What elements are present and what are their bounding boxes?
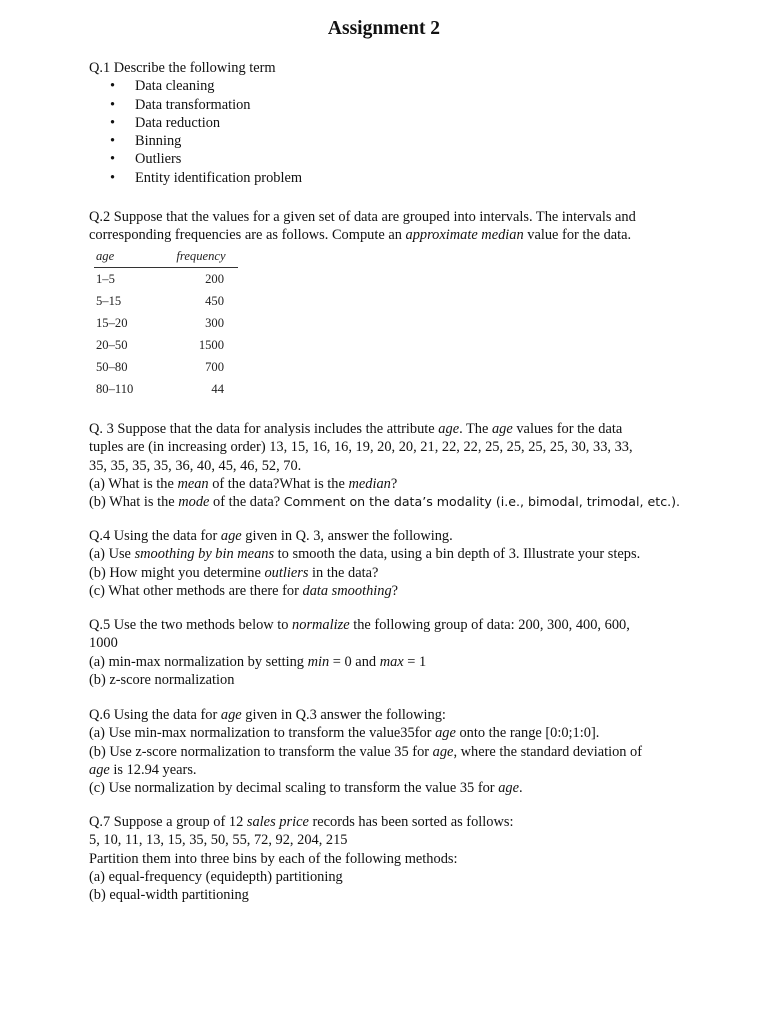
q3-line: 35, 35, 35, 35, 36, 40, 45, 46, 52, 70. — [89, 457, 302, 474]
q4-part-a: (a) Use smoothing by bin means to smooth the data, using a bin depth of 3. Illustrate your steps. — [89, 546, 641, 563]
q6-line: Q.6 Using the data for age given in Q.3 answer the following: — [89, 707, 446, 723]
question-6 — [89, 706, 679, 797]
list-item: • Binning — [89, 132, 679, 150]
q1-term-list — [89, 77, 679, 187]
list-item: • Data cleaning — [89, 77, 679, 95]
q3-line: tuples are (in increasing order) 13, 15, 16, 16, 19, 20, 20, 21, 22, 22, 25, 25, 25, 25, 30, 33, 33, — [89, 439, 633, 456]
q5-line: Q.5 Use the two methods below to normalize the following group of data: 200, 300, 400, 600, — [89, 617, 630, 633]
q5-part-a: (a) min-max normalization by setting min = 0 and max = 1 — [89, 653, 427, 670]
table-row: 1–5 200 — [96, 272, 224, 287]
q7-part-a: (a) equal-frequency (equidepth) partitioning — [89, 868, 343, 885]
q4-part-c: (c) What other methods are there for data smoothing? — [89, 582, 399, 599]
question-3 — [89, 420, 679, 511]
list-item: • Data reduction — [89, 114, 679, 132]
table-header-frequency: frequency — [164, 247, 238, 268]
age-frequency-table — [94, 247, 238, 400]
q4-line: Q.4 Using the data for age given in Q. 3, answer the following. — [89, 528, 453, 544]
q4-part-b: (b) How might you determine outliers in the data? — [89, 564, 379, 581]
table-header-age: age — [94, 247, 164, 268]
q5-part-b: (b) z-score normalization — [89, 671, 235, 688]
page-title: Assignment 2 — [327, 18, 441, 39]
table-row: 80–110 44 — [96, 382, 224, 397]
q7-line: Partition them into three bins by each of the following methods: — [89, 850, 458, 867]
q6-part-b: (b) Use z-score normalization to transform the value 35 for age, where the standard deviation of — [89, 743, 643, 760]
q6-part-b-cont: age is 12.94 years. — [89, 761, 197, 778]
question-7 — [89, 813, 679, 904]
q7-line: 5, 10, 11, 13, 15, 35, 50, 55, 72, 92, 204, 215 — [89, 832, 348, 849]
question-2 — [89, 208, 679, 245]
q2-line: Q.2 Suppose that the values for a given set of data are grouped into intervals. The intervals and — [89, 209, 636, 225]
question-5 — [89, 616, 679, 689]
q3-line: Q. 3 Suppose that the data for analysis includes the attribute age. The age values for the data — [89, 421, 623, 437]
q3-part-b: (b) What is the mode of the data? Comment on the data’s modality (i.e., bimodal, trimodal, etc.). — [89, 494, 681, 511]
table-row: 50–80 700 — [96, 360, 224, 375]
q6-part-c: (c) Use normalization by decimal scaling to transform the value 35 for age. — [89, 780, 523, 797]
q1-heading: Q.1 Describe the following term — [89, 60, 276, 76]
question-1 — [89, 59, 679, 187]
table-row: 15–20 300 — [96, 316, 224, 331]
q2-line: corresponding frequencies are as follows. Compute an approximate median value for the data. — [89, 227, 632, 244]
q5-line: 1000 — [89, 635, 118, 652]
list-item: • Outliers — [89, 150, 679, 168]
table-row: 5–15 450 — [96, 294, 224, 309]
q6-part-a: (a) Use min-max normalization to transform the value35for age onto the range [0:0;1:0]. — [89, 725, 600, 742]
question-4 — [89, 527, 679, 600]
q7-part-b: (b) equal-width partitioning — [89, 887, 249, 904]
table-row: 20–50 1500 — [96, 338, 224, 353]
q7-line: Q.7 Suppose a group of 12 sales price records has been sorted as follows: — [89, 814, 514, 830]
list-item: • Entity identification problem — [89, 169, 679, 187]
q3-part-a: (a) What is the mean of the data?What is the median? — [89, 475, 398, 492]
list-item: • Data transformation — [89, 96, 679, 114]
